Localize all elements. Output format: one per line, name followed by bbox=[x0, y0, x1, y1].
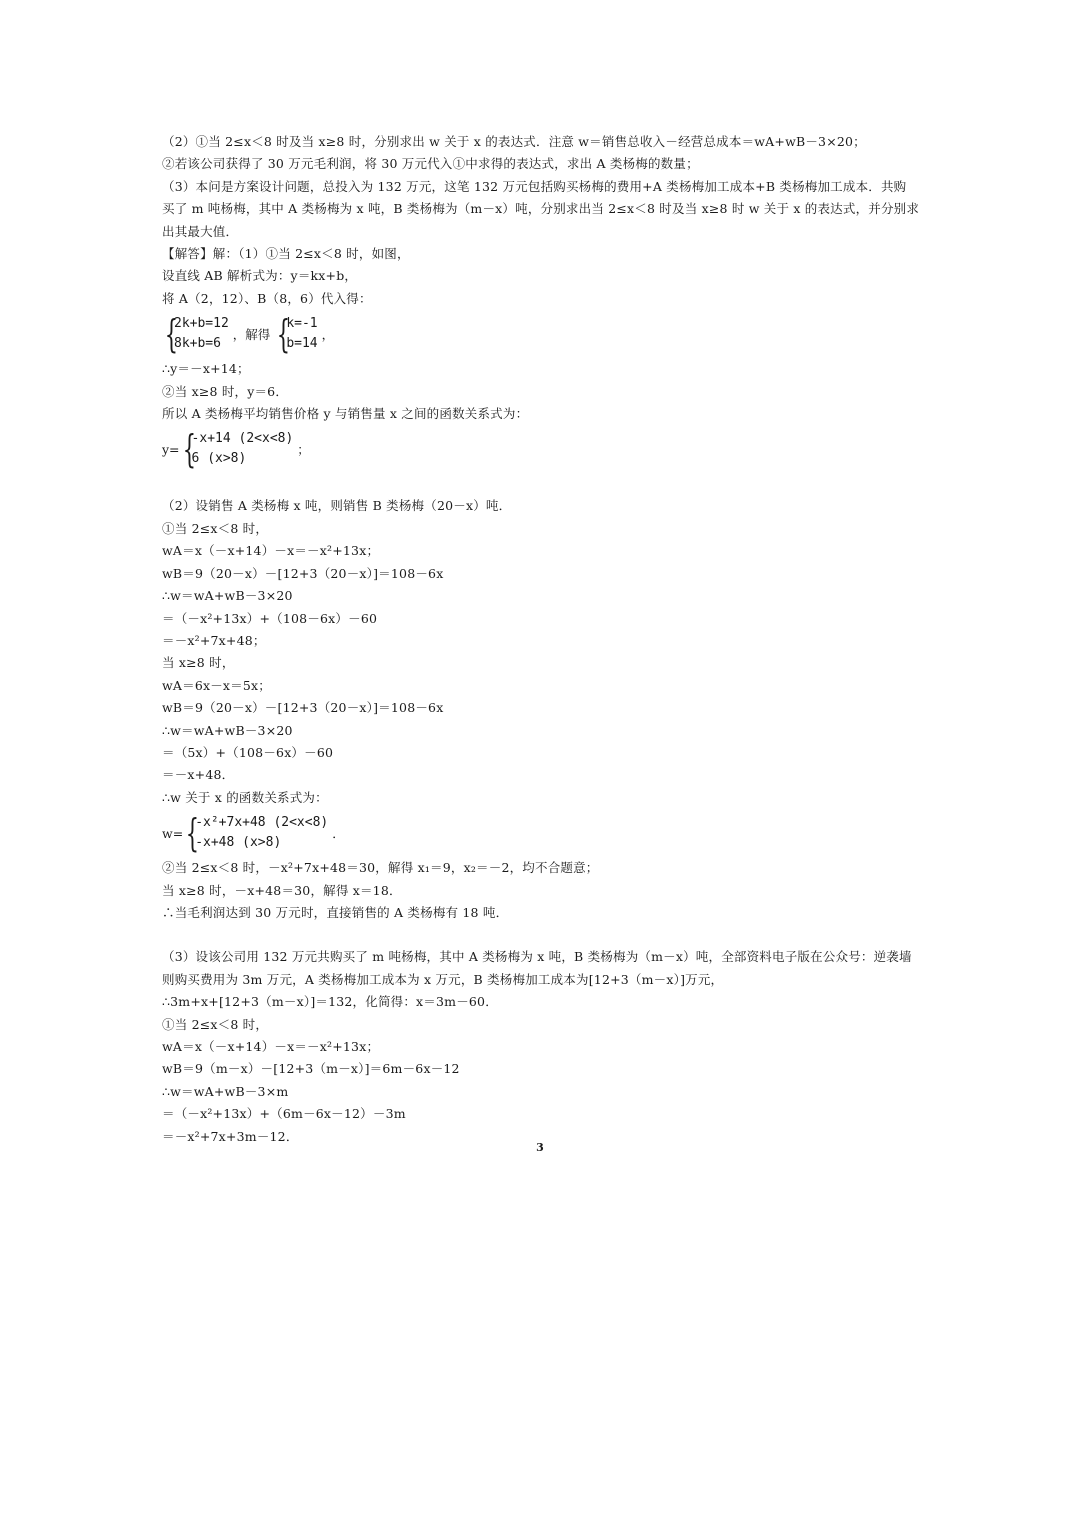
function-prefix: y= bbox=[162, 441, 180, 457]
text-line: 则购买费用为 3m 万元，A 类杨梅加工成本为 x 万元，B 类杨梅加工成本为[12+3（m－x）]万元， bbox=[162, 971, 724, 987]
text-line: 设直线 AB 解析式为：y＝kx+b， bbox=[162, 268, 358, 284]
equation-row: 2k+b=12 bbox=[174, 316, 229, 332]
text-line: ∴w＝wA+wB－3×20 bbox=[162, 588, 293, 604]
equation-row: k=-1 bbox=[286, 316, 318, 332]
page-number: 3 bbox=[536, 1141, 544, 1154]
text-line: ＝－x²+7x+48； bbox=[162, 632, 266, 648]
text-line: 【解答】解：（1）①当 2≤x＜8 时，如图， bbox=[162, 246, 410, 262]
equation-row: 8k+b=6 bbox=[174, 336, 221, 352]
left-brace: { bbox=[164, 312, 179, 357]
text-line: ＝－x+48． bbox=[162, 767, 235, 783]
text-line: 当 x≥8 时，－x+48＝30，解得 x＝18． bbox=[162, 882, 402, 898]
equation-row: -x+48 (x>8) bbox=[195, 835, 282, 851]
text-line: （2）设销售 A 类杨梅 x 吨，则销售 B 类杨梅（20－x）吨． bbox=[162, 498, 512, 514]
solution-text bbox=[162, 131, 922, 1148]
text-line: ①当 2≤x＜8 时， bbox=[162, 520, 269, 536]
text-line: ＝（－x²+13x）+（6m－6x－12）－3m bbox=[162, 1106, 406, 1122]
text-line: 当 x≥8 时， bbox=[162, 655, 235, 671]
left-brace: { bbox=[182, 427, 196, 472]
equation-end: ， bbox=[321, 327, 335, 343]
text-line: ∴3m+x+[12+3（m－x）]＝132，化简得：x＝3m－60． bbox=[162, 994, 498, 1010]
piecewise-function-y bbox=[162, 427, 922, 471]
equation-end: ． bbox=[332, 826, 345, 842]
function-prefix: w= bbox=[162, 825, 184, 841]
text-line: ∴w 关于 x 的函数关系式为： bbox=[162, 789, 328, 805]
text-line: wB＝9（20－x）－[12+3（20－x）]＝108－6x bbox=[162, 565, 444, 581]
equation-row: -x+14 (2<x<8) bbox=[191, 431, 294, 447]
text-line: wA＝x（－x+14）－x＝－x²+13x； bbox=[162, 1039, 380, 1054]
text-line: ①当 2≤x＜8 时， bbox=[162, 1016, 269, 1032]
text-line: ＝（5x）+（108－6x）－60 bbox=[162, 744, 334, 760]
text-line: ＝－x²+7x+3m－12． bbox=[162, 1128, 299, 1144]
text-line: wB＝9（20－x）－[12+3（20－x）]＝108－6x bbox=[162, 700, 444, 716]
text-line: 将 A（2，12）、B（8，6）代入得： bbox=[162, 290, 372, 306]
text-line: wA＝6x－x＝5x； bbox=[162, 677, 271, 693]
text-line: ②当 2≤x＜8 时，－x²+7x+48＝30，解得 x₁＝9，x₂＝－2，均不合题意； bbox=[162, 860, 599, 876]
text-line: ∴w＝wA+wB－3×m bbox=[162, 1083, 289, 1099]
text-line: 所以 A 类杨梅平均销售价格 y 与销售量 x 之间的函数关系式为： bbox=[162, 406, 529, 422]
left-brace: { bbox=[185, 811, 200, 856]
text-line: 买了 m 吨杨梅，其中 A 类杨梅为 x 吨，B 类杨梅为（m－x）吨，分别求出当 2≤x＜8 时及当 x≥8 时 w 关于 x 的表达式，并分别求 bbox=[162, 201, 920, 217]
text-line: （3）本问是方案设计问题，总投入为 132 万元，这笔 132 万元包括购买杨梅的费用+A 类杨梅加工成本+B 类杨梅加工成本．共购 bbox=[162, 178, 907, 194]
text-line: wB＝9（m－x）－[12+3（m－x）]＝6m－6x－12 bbox=[162, 1061, 460, 1077]
text-line: ∴当毛利润达到 30 万元时，直接销售的 A 类杨梅有 18 吨． bbox=[162, 904, 509, 920]
text-line: wA＝x（－x+14）－x＝－x²+13x； bbox=[162, 543, 380, 559]
equation-system-1 bbox=[162, 312, 922, 356]
text-line: （3）设该公司用 132 万元共购买了 m 吨杨梅，其中 A 类杨梅为 x 吨，B 类杨梅为（m－x）吨，全部资料电子版在公众号：逆袭墙 bbox=[162, 949, 912, 965]
text-line: （2）①当 2≤x＜8 时及当 x≥8 时，分别求出 w 关于 x 的表达式．注意 w＝销售总收入－经营总成本＝wA+wB－3×20； bbox=[162, 134, 866, 149]
left-brace: { bbox=[277, 312, 291, 357]
equation-row: -x²+7x+48 (2<x<8) bbox=[195, 815, 329, 831]
piecewise-function-w bbox=[162, 811, 922, 855]
equation-row: b=14 bbox=[286, 336, 318, 352]
text-line: ∴y＝－x+14； bbox=[162, 361, 250, 377]
text-line: ＝（－x²+13x）+（108－6x）－60 bbox=[162, 610, 378, 626]
equation-end: ； bbox=[297, 442, 310, 458]
text-line: ②当 x≥8 时，y＝6． bbox=[162, 383, 289, 399]
text-line: ②若该公司获得了 30 万元毛利润，将 30 万元代入①中求得的表达式，求出 A 类杨梅的数量； bbox=[162, 156, 699, 172]
text-line: 出其最大值． bbox=[162, 223, 239, 239]
equation-connector: ，解得 bbox=[232, 327, 271, 343]
text-line: ∴w＝wA+wB－3×20 bbox=[162, 722, 293, 738]
equation-row: 6 (x>8) bbox=[191, 451, 247, 467]
